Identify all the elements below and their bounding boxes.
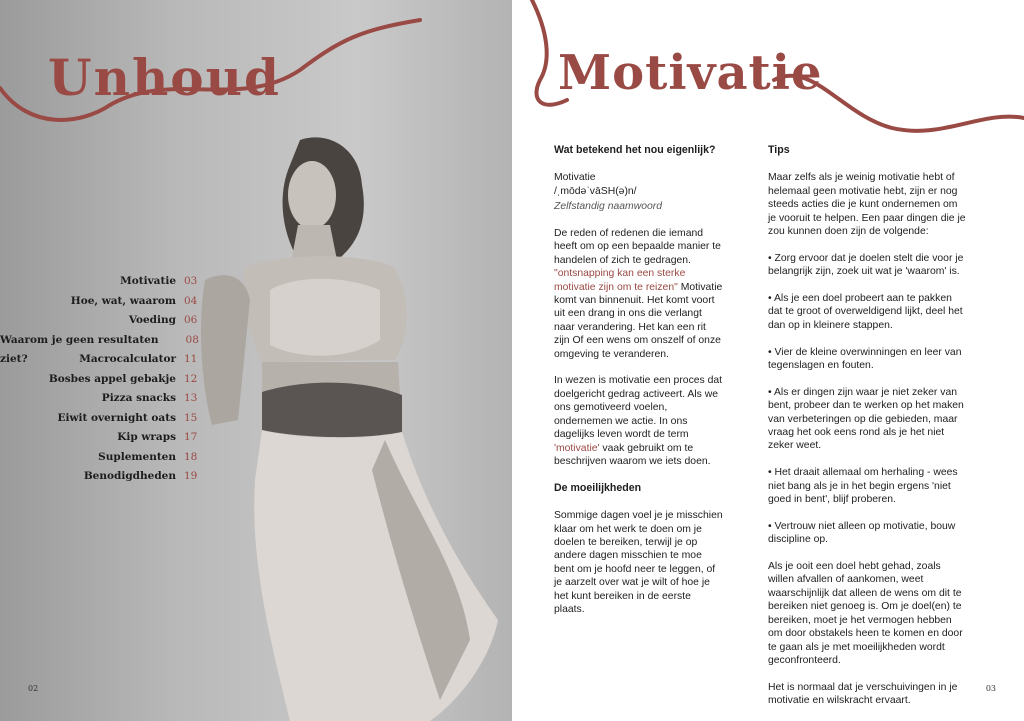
page-title: Unhoud bbox=[48, 48, 281, 107]
toc-item[interactable]: Motivatie 03 bbox=[120, 275, 198, 287]
column-left bbox=[554, 144, 724, 630]
paragraph: Sommige dagen voel je je misschien klaar om het werk te doen om je doelen te bereiken, terwijl je op andere dagen misschien te moe bent om je hoofd neer te leggen, of je aarzelt over wat je wilt of hoe je het kunt bereiken in de eerste plaats. bbox=[554, 510, 723, 615]
phonetic: /ˌmōdəˈvāSH(ə)n/ bbox=[554, 185, 637, 197]
toc-item[interactable]: Kip wraps 17 bbox=[117, 431, 198, 443]
tip-item: • Als er dingen zijn waar je niet zeker van bent, probeer dan te werken op het maken van verbeteringen op die gebieden, maar vraag het ook eens rond als je het niet zeker weet. bbox=[768, 386, 964, 452]
tip-item: • Als je een doel probeert aan te pakken dat te groot of overweldigend lijkt, deel het dan op in kleinere stappen. bbox=[768, 293, 963, 331]
toc-item[interactable]: Suplementen 18 bbox=[98, 450, 198, 463]
page-title: Motivatie bbox=[558, 45, 823, 101]
tip-item: • Zorg ervoor dat je doelen stelt die voor je belangrijk zijn, zoek uit wat je 'waarom' is. bbox=[768, 252, 964, 278]
toc-item[interactable]: Eiwit overnight oats 15 bbox=[57, 411, 198, 424]
tip-item: • Vier de kleine overwinningen en leer van tegenslagen en fouten. bbox=[768, 346, 962, 372]
paragraph: Maar zelfs als je weinig motivatie hebt of helemaal geen motivatie hebt, zijn er nog steeds acties die je kunt ondernemen om je vooruit te helpen. Een paar dingen die je zou kunnen doen zijn de volgende: bbox=[768, 172, 966, 238]
toc-item[interactable]: Macrocalculator 11 bbox=[79, 353, 198, 365]
toc-item[interactable]: Bosbes appel gebakje 12 bbox=[48, 372, 198, 385]
term: Motivatie bbox=[554, 172, 596, 184]
tip-item: • Vertrouw niet alleen op motivatie, bouw discipline op. bbox=[768, 520, 956, 546]
tip-item: • Het draait allemaal om herhaling - wees niet bang als je in het begin ergens 'niet goed in bent', blijf proberen. bbox=[768, 467, 958, 506]
toc-item[interactable]: Voeding 06 bbox=[128, 314, 198, 326]
paragraph: Het is normaal dat je verschuivingen in je motivatie en wilskracht ervaart. bbox=[768, 681, 958, 707]
page-number: 03 bbox=[985, 684, 996, 693]
word-type: Zelfstandig naamwoord bbox=[554, 201, 663, 213]
paragraph: In wezen is motivatie een proces dat doelgericht gedrag activeert. Als we ons gemotiveerd voelen, ondernemen we actie. In ons dagelijks leven wordt de term 'motivatie' vaak gebruikt om te beschrijven waarom we iets doen. bbox=[554, 375, 723, 467]
right-page bbox=[512, 0, 1024, 721]
table-of-contents bbox=[0, 272, 208, 487]
section-heading: De moeilijkheden bbox=[554, 481, 642, 494]
page-number: 02 bbox=[28, 684, 39, 693]
toc-item[interactable]: Hoe, wat, waarom 04 bbox=[70, 294, 198, 307]
column-right bbox=[768, 144, 968, 721]
section-heading: Wat betekend het nou eigenlijk? bbox=[554, 144, 716, 156]
section-heading: Tips bbox=[768, 144, 790, 156]
paragraph: De reden of redenen die iemand heeft om op een bepaalde manier te handelen of zich te gedragen. "ontsnapping kan een sterke motivatie zijn om te reizen" Motivatie komt van binnenuit. Het komt voort uit een drang in ons die verlangt naar verandering. Het kan een rit zijn Of een wens om onszelf of onze omgeving te veranderen. bbox=[554, 228, 723, 360]
toc-item[interactable]: Pizza snacks 13 bbox=[101, 392, 198, 404]
toc-item[interactable]: Waarom je geen resultaten ziet? 08 bbox=[0, 333, 199, 365]
paragraph: Als je ooit een doel hebt gehad, zoals willen afvallen of aankomen, weet waarschijnlijk dat alleen de wens om dit te bereiken niet genoeg is. Om je doel(en) te bereiken, moet je het vermogen hebben om door obstakels heen te komen en door te gaan als je met moeilijkheden wordt geconfronteerd. bbox=[768, 561, 963, 666]
toc-item[interactable]: Benodigdheden 19 bbox=[83, 470, 198, 482]
